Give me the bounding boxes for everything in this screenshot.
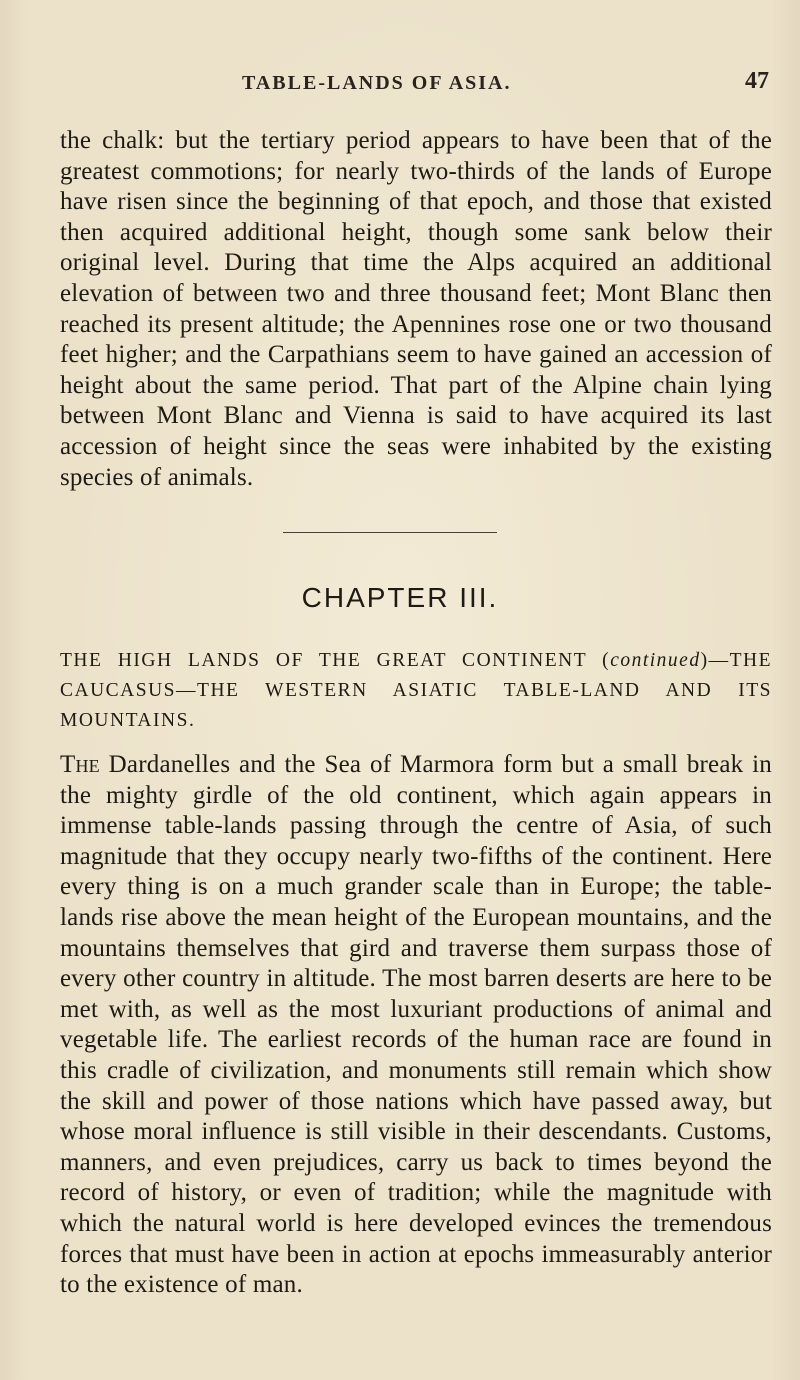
- page-number: 47: [745, 68, 769, 94]
- section-divider: [283, 532, 497, 533]
- chapter-opening-paragraph: [60, 750, 772, 1301]
- chapter-summary-part-2: )—THE CAUCASUS—THE WESTERN ASIATIC TABLE-LAND AND ITS MOUNTAINS.: [60, 650, 772, 731]
- running-head: TABLE-LANDS OF ASIA.: [242, 72, 512, 94]
- chapter-summary-italic: continued: [610, 650, 701, 671]
- opening-paragraph-body: Dardanelles and the Sea of Marmora form but a small break in the mighty girdle of the old continent, which again appears in immense table-lands passing through the centre of Asia, of such magnitude that they occupy nearly two-fifths of the continent. Here every thing is on a much grander scale than in Europe; the table-lands rise above the mean height of the European mountains, and the mountains themselves that gird and traverse them surpass those of every other country in altitude. The most barren deserts are here to be met with, as well as the most luxuriant productions of animal and vegetable life. The earliest records of the human race are found in this cradle of civilization, and monuments still remain which show the skill and power of those nations which have passed away, but whose moral influence is still visible in their descendants. Customs, manners, and even prejudices, carry us back to times beyond the record of history, or even of tradition; while the magnitude with which the natural world is here developed evinces the tremendous forces that must have been in action at epochs immeasurably anterior to the existence of man.: [60, 751, 772, 1299]
- opening-word: The: [60, 751, 100, 778]
- chapter-summary-part-1: THE HIGH LANDS OF THE GREAT CONTINENT (: [60, 650, 611, 671]
- paragraph-continued: the chalk: but the tertiary period appears to have been that of the greatest commotions; for nearly two-thirds of the lands of Europe have risen since the beginning of that epoch, and those that existed then acquired additional height, though some sank below their original level. During that time the Alps acquired an additional elevation of between two and three thousand feet; Mont Blanc then reached its present altitude; the Apennines rose one or two thousand feet higher; and the Carpathians seem to have gained an accession of height about the same period. That part of the Alpine chain lying between Mont Blanc and Vienna is said to have acquired its last accession of height since the seas were inhabited by the existing species of animals.: [60, 127, 772, 491]
- chapter-summary: [60, 646, 772, 736]
- chapter-title: CHAPTER III.: [301, 582, 499, 613]
